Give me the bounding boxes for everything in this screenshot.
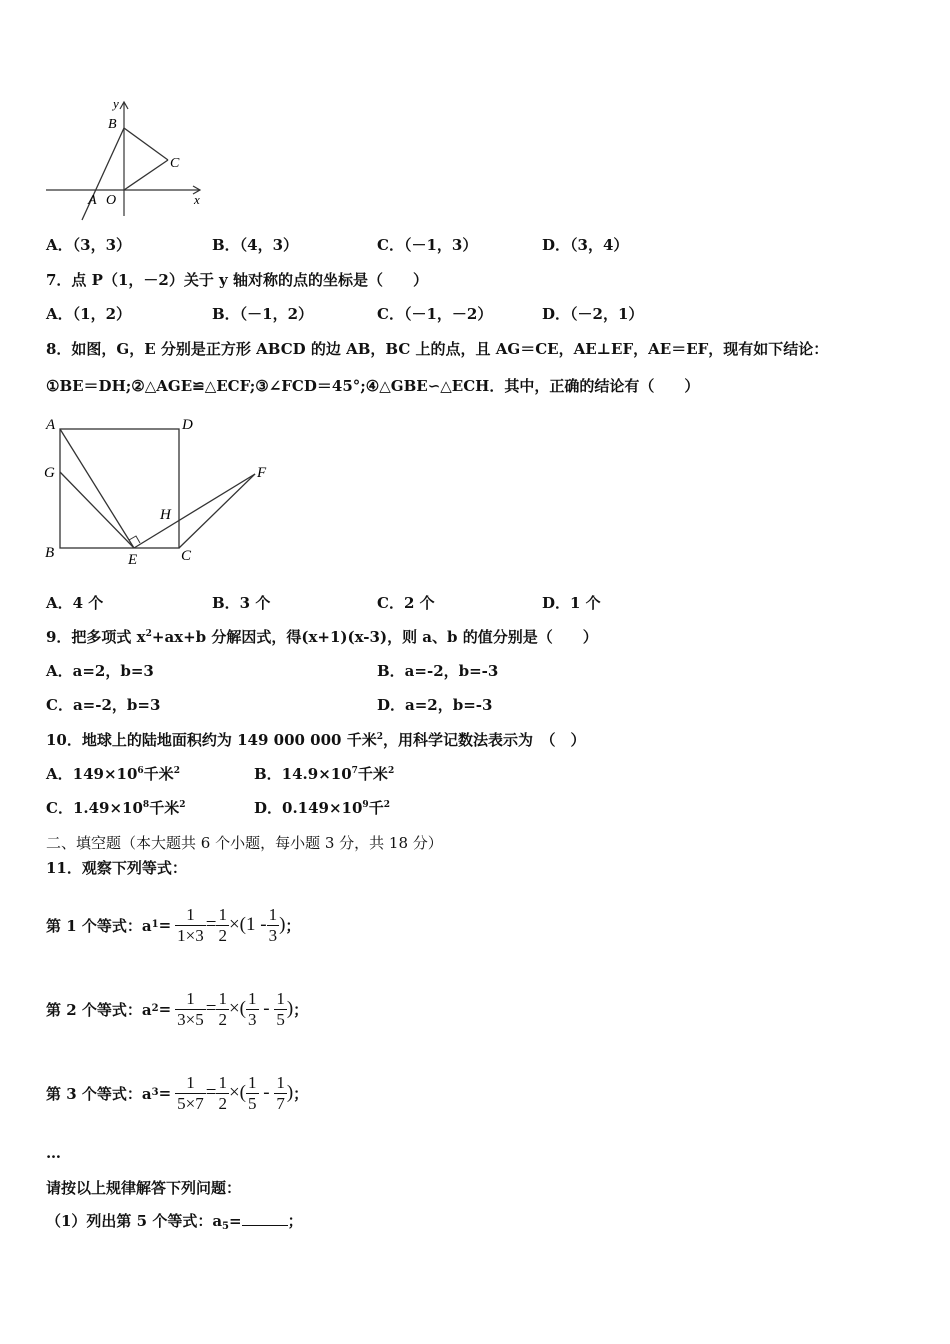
- eq2-lhs-num: 1: [175, 989, 206, 1010]
- label-b: B: [108, 117, 117, 132]
- q6-option-d: D．（3，4）: [542, 236, 629, 254]
- eq3-eq: =: [158, 1084, 172, 1102]
- q9-option-c: C．a=-2，b=3: [46, 696, 161, 714]
- q8-option-d: D．1 个: [542, 594, 601, 612]
- q9-exponent: 2: [145, 629, 152, 639]
- eq1-lhs-fraction: [175, 905, 206, 946]
- eq3-f2-num: 1: [276, 1072, 285, 1092]
- q10-option-b: [254, 764, 394, 784]
- eq3-f2: [274, 1073, 287, 1114]
- eq1-lhs-den: 1×3: [177, 925, 204, 945]
- q11-sub1: [46, 1211, 303, 1231]
- q10-a-unit-exp: 2: [173, 766, 180, 776]
- square-abcd: [60, 429, 179, 548]
- segment-ge: [60, 472, 134, 548]
- eq1-half: [216, 905, 229, 946]
- q10-a-unit: 千米: [143, 765, 174, 783]
- q6-option-c: C．（－1，3）: [377, 236, 478, 254]
- label-b: B: [45, 545, 55, 561]
- label-d: D: [182, 417, 193, 433]
- eq2-label: 第 2 个等式：a: [46, 1000, 152, 1019]
- eq2-f1-den: 3: [248, 1009, 257, 1029]
- segment-ae: [60, 429, 134, 548]
- q9-text-pre: 9．把多项式 x: [46, 628, 146, 646]
- section2-title: 二、填空题（本大题共 6 个小题，每小题 3 分，共 18 分）: [46, 834, 443, 852]
- eq3-half-num: 1: [218, 1072, 227, 1092]
- q9-text-post: +ax+b 分解因式，得(x+1)(x-3)，则 a、b 的值分别是（ ）: [151, 628, 598, 646]
- q10-c-unit-exp: 2: [179, 800, 186, 810]
- label-f: F: [257, 465, 267, 481]
- q11-sub1-pre: （1）列出第 5 个等式：a: [46, 1212, 223, 1230]
- eq3-half-den: 2: [218, 1093, 227, 1113]
- q10-c-pre: C．1.49×10: [46, 799, 143, 817]
- q11-intro: 11．观察下列等式：: [46, 859, 187, 877]
- eq1-mid: ×(1 -: [228, 914, 267, 935]
- q10-b-unit: 千米: [357, 765, 388, 783]
- eq1-eq: =: [158, 916, 172, 934]
- eq2-half-num: 1: [218, 988, 227, 1008]
- q10-text-pre: 10．地球上的陆地面积约为 149 000 000 千米: [46, 731, 377, 749]
- eq2-mid: ×(: [228, 998, 247, 1019]
- eq2-half: [216, 989, 229, 1030]
- q11-sub1-sub: 5: [222, 1221, 230, 1232]
- eq2-minus: -: [258, 998, 275, 1019]
- q11-equation-1: 第 1 个等式：a 1 = $\frac{1}{1\times 3}$ = $\frac{1}{2}$ ×(1 - $\frac{1}{3}$ ) ；: [46, 904, 301, 945]
- label-h: H: [160, 507, 171, 523]
- q8-question-line1: 8．如图，G，E 分别是正方形 ABCD 的边 AB，BC 上的点，且 AG＝CE，AE⊥EF，AE＝EF，现有如下结论：: [46, 340, 829, 358]
- q11-sub1-end: ；: [287, 1212, 303, 1230]
- q7-option-b: B．（－1，2）: [212, 305, 314, 323]
- label-x: x: [194, 192, 200, 207]
- label-e: E: [128, 552, 138, 568]
- eq2-eq: =: [158, 1000, 172, 1018]
- q7-option-a: A．（1，2）: [46, 305, 132, 323]
- eq2-equals: =: [205, 998, 217, 1019]
- label-g: G: [44, 465, 55, 481]
- eq2-lhs-fraction: [175, 989, 206, 1030]
- q6-figure: [44, 96, 206, 222]
- q10-d-exp: 9: [362, 800, 369, 810]
- eq2-half-den: 2: [218, 1009, 227, 1029]
- eq3-mid: ×(: [228, 1082, 247, 1103]
- q8-option-c: C．2 个: [377, 594, 435, 612]
- q6-option-b: B．（4，3）: [212, 236, 299, 254]
- q8-figure: [40, 414, 280, 574]
- eq2-f2-num: 1: [276, 988, 285, 1008]
- q10-a-pre: A．149×10: [46, 765, 138, 783]
- eq1-equals: =: [205, 914, 217, 935]
- segment-cf: [179, 474, 255, 548]
- label-a: A: [88, 193, 97, 208]
- eq3-equals: =: [205, 1082, 217, 1103]
- q10-text-post: ，用科学记数法表示为 （ ）: [382, 731, 586, 749]
- eq3-half: [216, 1073, 229, 1114]
- q11-ellipsis: …: [46, 1144, 61, 1162]
- q6-option-a: A．（3，3）: [46, 236, 132, 254]
- q7-question: 7．点 P（1，－2）关于 y 轴对称的点的坐标是（ ）: [46, 271, 428, 289]
- q10-b-exp: 7: [351, 766, 358, 776]
- eq3-end: ；: [293, 1084, 309, 1103]
- eq2-end: ；: [293, 1000, 309, 1019]
- q8-option-b: B．3 个: [212, 594, 271, 612]
- eq3-lhs-fraction: [175, 1073, 206, 1114]
- eq2-f2-den: 5: [276, 1009, 285, 1029]
- eq2-f2: [274, 989, 287, 1030]
- eq1-close: ): [279, 914, 286, 935]
- eq2-lhs-den: 3×5: [177, 1009, 204, 1029]
- eq1-f2-num: 1: [268, 904, 278, 924]
- q10-question: [46, 730, 585, 750]
- label-a: A: [46, 417, 56, 433]
- answer-blank[interactable]: [242, 1211, 288, 1226]
- q11-sub1-eq: =: [229, 1212, 242, 1230]
- label-c: C: [181, 548, 192, 564]
- eq3-f1-num: 1: [248, 1072, 257, 1092]
- q10-option-d: [254, 798, 390, 818]
- q7-option-d: D．（－2，1）: [542, 305, 644, 323]
- q9-question: [46, 627, 598, 647]
- eq3-minus: -: [258, 1082, 275, 1103]
- label-y: y: [113, 96, 119, 111]
- q10-a-exp: 6: [137, 766, 144, 776]
- segment-bc: [124, 128, 168, 160]
- q10-d-unit: 千: [368, 799, 384, 817]
- q9-option-b: B．a=-2，b=-3: [377, 662, 499, 680]
- eq1-end: ；: [285, 916, 301, 935]
- eq1-f2: [267, 905, 280, 946]
- eq1-label: 第 1 个等式：a: [46, 916, 152, 935]
- label-c: C: [170, 156, 180, 171]
- eq2-f1-num: 1: [248, 988, 257, 1008]
- q10-b-pre: B．14.9×10: [254, 765, 352, 783]
- eq2-f1: [246, 989, 259, 1030]
- eq3-lhs-den: 5×7: [177, 1093, 204, 1113]
- q11-equation-2: 第 2 个等式：a 2 = $\frac{1}{3\times 5}$ = $\frac{1}{2}$ ×( $\frac{1}{3}$ - $\frac{1}{5}$ ) ；: [46, 988, 309, 1029]
- q10-c-unit: 千米: [149, 799, 180, 817]
- q8-question-line2: ①BE＝DH;②△AGE≌△ECF;③∠FCD＝45°;④△GBE∽△ECH．其中，正确的结论有（ ）: [46, 377, 700, 395]
- eq1-lhs-num: 1: [175, 905, 206, 926]
- eq3-label: 第 3 个等式：a: [46, 1084, 152, 1103]
- q10-option-c: [46, 798, 185, 818]
- segment-oc: [124, 160, 168, 190]
- q10-d-pre: D．0.149×10: [254, 799, 363, 817]
- label-o: O: [106, 193, 117, 208]
- q8-option-a: A．4 个: [46, 594, 104, 612]
- eq3-lhs-num: 1: [175, 1073, 206, 1094]
- eq1-half-den: 2: [218, 925, 227, 945]
- q7-option-c: C．（－1，－2）: [377, 305, 493, 323]
- eq1-half-num: 1: [218, 904, 227, 924]
- eq2-close: ): [286, 998, 294, 1019]
- q10-exponent: 2: [376, 732, 383, 742]
- q11-equation-3: 第 3 个等式：a 3 = $\frac{1}{5\times 7}$ = $\frac{1}{2}$ ×( $\frac{1}{5}$ - $\frac{1}{7}$ ) ；: [46, 1072, 309, 1113]
- segment-ef: [134, 474, 255, 548]
- q10-d-unit-exp: 2: [383, 800, 390, 810]
- eq3-f2-den: 7: [276, 1093, 285, 1113]
- q11-instruction: 请按以上规律解答下列问题：: [46, 1179, 242, 1197]
- q9-option-d: D．a=2，b=-3: [377, 696, 493, 714]
- q10-option-a: [46, 764, 180, 784]
- eq3-f1-den: 5: [248, 1093, 257, 1113]
- q10-b-unit-exp: 2: [387, 766, 395, 776]
- q10-c-exp: 8: [142, 800, 150, 810]
- eq3-close: ): [286, 1082, 294, 1103]
- eq3-f1: [246, 1073, 259, 1114]
- q9-option-a: A．a=2，b=3: [46, 662, 154, 680]
- eq1-f2-den: 3: [268, 925, 278, 945]
